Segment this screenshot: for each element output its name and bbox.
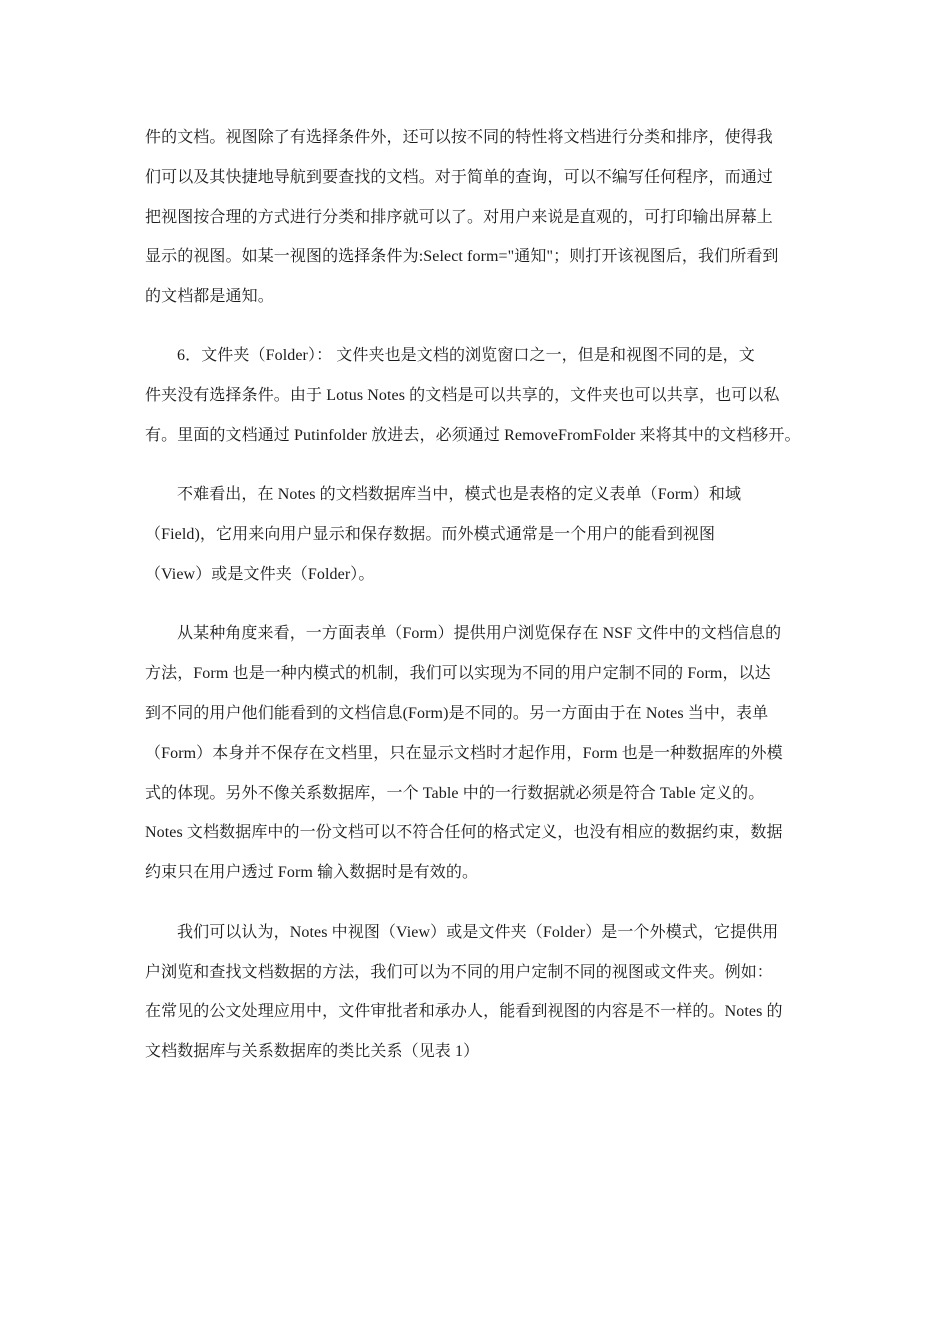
text-line: 文档数据库与关系数据库的类比关系（见表 1） [145,1043,480,1060]
text-line: 把视图按合理的方式进行分类和排序就可以了。对用户来说是直观的，可打印输出屏幕上 [145,209,773,226]
text-line: 的文档都是通知。 [145,288,274,305]
text-line: 约束只在用户透过 Form 输入数据时是有效的。 [145,864,479,881]
text-line: （Form）本身并不保存在文档里，只在显示文档时才起作用，Form 也是一种数据库的外模 [145,745,783,762]
text-line: 们可以及其快捷地导航到要查找的文档。对于简单的查询，可以不编写任何程序，而通过 [145,169,773,186]
text-line: 式的体现。另外不像关系数据库，一个 Table 中的一行数据就必须是符合 Table 定义的。 [145,785,765,802]
text-line: （View）或是文件夹（Folder）。 [145,566,375,583]
text-line: 6．文件夹（Folder）： 文件夹也是文档的浏览窗口之一，但是和视图不同的是，文 [177,347,755,364]
text-line: 从某种角度来看，一方面表单（Form）提供用户浏览保存在 NSF 文件中的文档信息的 [177,625,782,642]
text-line: 在常见的公文处理应用中，文件审批者和承办人，能看到视图的内容是不一样的。Notes 的 [145,1003,783,1020]
text-line: 件的文档。视图除了有选择条件外，还可以按不同的特性将文档进行分类和排序，使得我 [145,129,773,146]
text-line: （Field)，它用来向用户显示和保存数据。而外模式通常是一个用户的能看到视图 [145,526,716,543]
text-line: 不难看出，在 Notes 的文档数据库当中，模式也是表格的定义表单（Form）和域 [177,486,742,503]
text-line: 我们可以认为，Notes 中视图（View）或是文件夹（Folder）是一个外模式，它提供用 [177,924,779,941]
text-line: 有。里面的文档通过 Putinfolder 放进去，必须通过 RemoveFromFolder 来将其中的文档移开。 [145,427,801,444]
text-line: 件夹没有选择条件。由于 Lotus Notes 的文档是可以共享的，文件夹也可以共享，也可以私 [145,387,780,404]
text-line: 户浏览和查找文档数据的方法，我们可以为不同的用户定制不同的视图或文件夹。例如： [145,964,773,981]
text-line: 显示的视图。如某一视图的选择条件为:Select form="通知"；则打开该视图后，我们所看到 [145,248,779,265]
text-line: 方法，Form 也是一种内模式的机制，我们可以实现为不同的用户定制不同的 Form，以达 [145,665,771,682]
text-line: Notes 文档数据库中的一份文档可以不符合任何的格式定义，也没有相应的数据约束，数据 [145,824,783,841]
text-line: 到不同的用户他们能看到的文档信息(Form)是不同的。另一方面由于在 Notes 当中，表单 [145,705,769,722]
